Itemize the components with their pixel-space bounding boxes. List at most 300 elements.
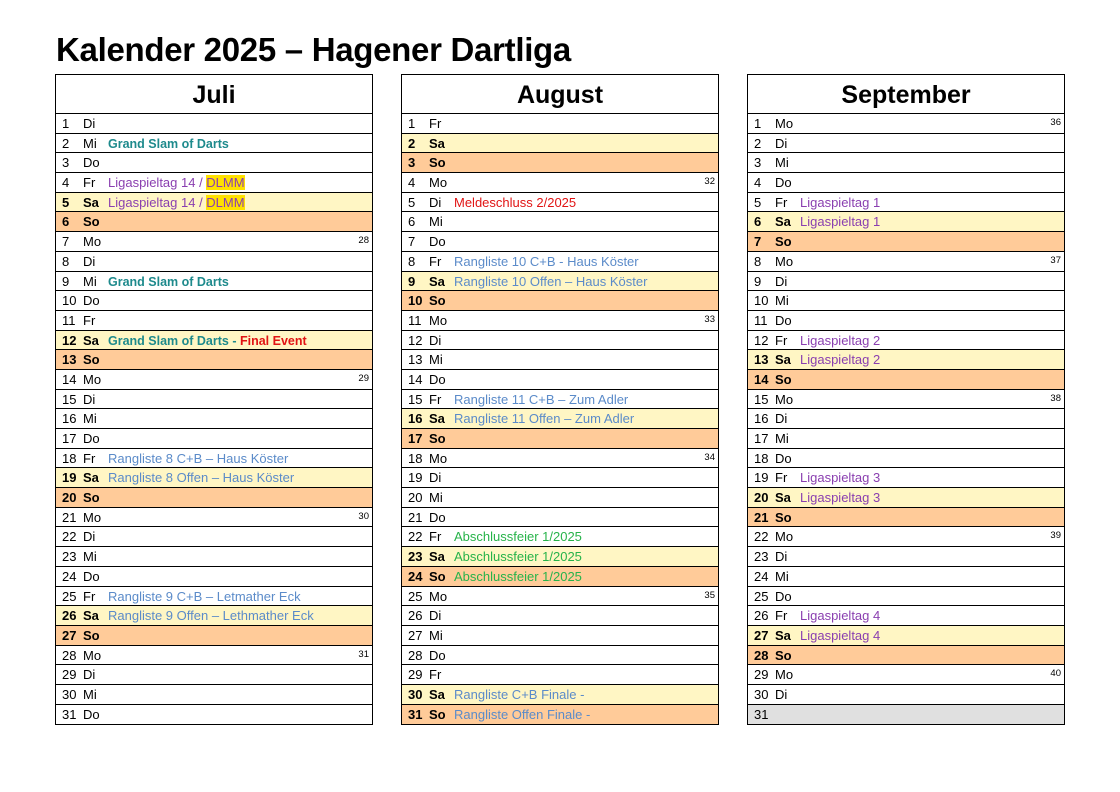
event-text: Abschlussfeier 1/2025 bbox=[454, 568, 582, 584]
day-weekday: Sa bbox=[429, 273, 445, 289]
day-weekday: Fr bbox=[83, 450, 96, 466]
day-weekday: Di bbox=[775, 686, 788, 702]
grand-slam-label bbox=[108, 273, 229, 292]
day-row bbox=[402, 646, 718, 666]
day-weekday: Mo bbox=[429, 175, 448, 191]
day-row bbox=[748, 587, 1064, 607]
day-number: 30 bbox=[408, 686, 423, 702]
event-label bbox=[454, 272, 647, 291]
day-row bbox=[56, 665, 372, 685]
day-number: 21 bbox=[62, 509, 77, 525]
event-text: Ligaspieltag 4 bbox=[800, 608, 881, 624]
day-number: 23 bbox=[754, 549, 769, 565]
day-row bbox=[402, 567, 718, 587]
day-weekday: Sa bbox=[775, 214, 791, 230]
day-row bbox=[56, 508, 372, 528]
day-weekday: Mi bbox=[83, 549, 97, 565]
event-label bbox=[800, 212, 880, 231]
day-number: 6 bbox=[62, 214, 70, 230]
day-number: 18 bbox=[754, 450, 769, 466]
day-weekday: Fr bbox=[429, 667, 442, 683]
day-number: 28 bbox=[62, 647, 77, 663]
event-label bbox=[454, 193, 576, 212]
day-number: 20 bbox=[62, 490, 77, 506]
event-label bbox=[108, 468, 294, 487]
day-number: 31 bbox=[408, 706, 423, 722]
day-row bbox=[56, 685, 372, 705]
day-number: 7 bbox=[62, 234, 70, 250]
day-number: 13 bbox=[754, 352, 769, 368]
event-label bbox=[454, 390, 628, 409]
event-text: Rangliste 11 Offen – Zum Adler bbox=[454, 411, 635, 427]
day-number: 21 bbox=[408, 509, 423, 525]
event-text: Rangliste Offen Finale - bbox=[454, 706, 591, 722]
event-label bbox=[454, 409, 634, 428]
day-row bbox=[56, 390, 372, 410]
day-row bbox=[402, 153, 718, 173]
event-text: Rangliste 10 C+B - Haus Köster bbox=[454, 253, 639, 269]
day-number: 11 bbox=[408, 312, 422, 328]
day-weekday: Di bbox=[83, 391, 96, 407]
day-number: 13 bbox=[62, 352, 77, 368]
day-weekday: Sa bbox=[775, 352, 791, 368]
day-weekday: Di bbox=[83, 529, 96, 545]
day-weekday: So bbox=[83, 627, 100, 643]
day-row bbox=[748, 705, 1064, 725]
day-weekday: Fr bbox=[429, 253, 442, 269]
day-row bbox=[56, 350, 372, 370]
day-weekday: So bbox=[429, 431, 446, 446]
day-number: 9 bbox=[408, 273, 416, 289]
day-row bbox=[748, 429, 1064, 449]
day-number: 23 bbox=[62, 549, 77, 565]
final-event-text: Final Event bbox=[239, 333, 307, 348]
day-number: 16 bbox=[62, 411, 77, 427]
day-row bbox=[748, 527, 1064, 547]
day-row bbox=[748, 665, 1064, 685]
day-weekday: Di bbox=[83, 116, 96, 131]
day-number: 15 bbox=[62, 391, 77, 407]
day-row bbox=[748, 468, 1064, 488]
event-label bbox=[800, 468, 880, 487]
day-weekday: So bbox=[429, 568, 446, 584]
day-number: 29 bbox=[408, 667, 423, 683]
day-row bbox=[748, 173, 1064, 193]
day-row bbox=[402, 527, 718, 547]
day-number: 7 bbox=[408, 234, 416, 250]
day-row bbox=[748, 252, 1064, 272]
day-number: 2 bbox=[62, 135, 70, 151]
day-number: 19 bbox=[408, 470, 423, 486]
event-text: Rangliste C+B Finale - bbox=[454, 686, 585, 702]
day-row bbox=[402, 272, 718, 292]
day-row bbox=[56, 626, 372, 646]
day-number: 10 bbox=[62, 293, 77, 309]
day-number: 22 bbox=[62, 529, 77, 545]
day-number: 8 bbox=[62, 253, 70, 269]
event-text: Ligaspieltag 1 bbox=[800, 194, 881, 210]
day-weekday: Di bbox=[775, 135, 788, 151]
day-weekday: Do bbox=[83, 706, 100, 722]
event-label bbox=[108, 193, 245, 212]
day-weekday: Mo bbox=[429, 450, 448, 466]
day-number: 5 bbox=[754, 194, 762, 210]
day-weekday: Di bbox=[429, 194, 442, 210]
day-row bbox=[748, 606, 1064, 626]
day-number: 14 bbox=[62, 371, 77, 387]
day-number: 28 bbox=[408, 647, 423, 663]
day-weekday: So bbox=[775, 234, 792, 250]
week-number: 38 bbox=[1050, 392, 1061, 404]
day-weekday: Sa bbox=[775, 490, 791, 506]
day-weekday: Di bbox=[83, 667, 96, 683]
day-number: 11 bbox=[754, 312, 768, 328]
week-number: 29 bbox=[358, 372, 369, 384]
day-row bbox=[748, 331, 1064, 351]
day-number: 2 bbox=[408, 135, 416, 151]
day-number: 24 bbox=[754, 568, 769, 584]
day-weekday: Sa bbox=[83, 332, 99, 348]
day-row bbox=[402, 685, 718, 705]
event-label bbox=[800, 626, 880, 645]
month-july bbox=[55, 74, 373, 725]
day-weekday: Mi bbox=[429, 352, 443, 368]
day-weekday: Sa bbox=[775, 627, 791, 643]
day-number: 6 bbox=[754, 214, 762, 230]
day-weekday: Di bbox=[775, 549, 788, 565]
day-number: 12 bbox=[754, 332, 769, 348]
day-row bbox=[748, 685, 1064, 705]
day-row bbox=[748, 193, 1064, 213]
day-weekday: Mo bbox=[775, 667, 794, 683]
day-number: 27 bbox=[62, 627, 77, 643]
day-row bbox=[748, 291, 1064, 311]
event-label bbox=[108, 587, 301, 606]
day-row bbox=[56, 153, 372, 173]
day-number: 29 bbox=[754, 667, 769, 683]
event-text: Ligaspieltag 14 / bbox=[108, 175, 207, 191]
dlmm-highlight: DLMM bbox=[206, 194, 245, 210]
day-row bbox=[56, 409, 372, 429]
event-text: Ligaspieltag 14 / bbox=[108, 194, 207, 210]
day-weekday: Mo bbox=[83, 647, 102, 663]
day-weekday: Mi bbox=[83, 686, 97, 702]
day-number: 19 bbox=[62, 470, 77, 486]
day-number: 4 bbox=[754, 175, 762, 191]
day-row bbox=[748, 311, 1064, 331]
day-number: 14 bbox=[754, 371, 769, 387]
event-label bbox=[108, 606, 314, 625]
grand-slam-label bbox=[108, 332, 307, 351]
week-number: 33 bbox=[704, 313, 715, 325]
day-weekday: Mi bbox=[429, 627, 443, 643]
day-weekday: Di bbox=[429, 608, 442, 624]
day-row bbox=[748, 626, 1064, 646]
day-number: 15 bbox=[408, 391, 423, 407]
day-row bbox=[402, 291, 718, 311]
day-row bbox=[56, 291, 372, 311]
day-number: 27 bbox=[754, 627, 769, 643]
day-row bbox=[402, 449, 718, 469]
day-number: 3 bbox=[408, 155, 416, 171]
event-label bbox=[800, 350, 880, 369]
day-number: 11 bbox=[62, 312, 76, 328]
day-number: 16 bbox=[754, 411, 769, 427]
event-text: Abschlussfeier 1/2025 bbox=[454, 529, 582, 545]
day-weekday: Di bbox=[83, 253, 96, 269]
grand-slam-separator: - bbox=[228, 333, 240, 348]
event-label bbox=[454, 567, 582, 586]
day-row bbox=[402, 488, 718, 508]
day-weekday: Do bbox=[83, 431, 100, 446]
event-label bbox=[800, 193, 880, 212]
day-number: 12 bbox=[62, 332, 77, 348]
day-row bbox=[402, 705, 718, 725]
day-weekday: Do bbox=[83, 155, 100, 171]
day-weekday: Fr bbox=[775, 470, 788, 486]
day-number: 3 bbox=[754, 155, 762, 171]
day-number: 16 bbox=[408, 411, 423, 427]
week-number: 39 bbox=[1050, 530, 1061, 542]
day-number: 26 bbox=[754, 608, 769, 624]
day-weekday: Mi bbox=[775, 568, 789, 584]
day-row bbox=[402, 547, 718, 567]
day-weekday: Do bbox=[775, 312, 792, 328]
week-number: 31 bbox=[358, 648, 369, 660]
week-number: 40 bbox=[1050, 668, 1061, 680]
day-number: 25 bbox=[62, 588, 77, 604]
day-weekday: Mi bbox=[775, 155, 789, 171]
day-row bbox=[748, 567, 1064, 587]
day-row bbox=[748, 350, 1064, 370]
day-number: 30 bbox=[754, 686, 769, 702]
day-number: 19 bbox=[754, 470, 769, 486]
day-weekday: Do bbox=[83, 568, 100, 584]
day-number: 8 bbox=[408, 253, 416, 269]
day-number: 25 bbox=[408, 588, 423, 604]
day-weekday: Fr bbox=[83, 175, 96, 191]
day-row bbox=[56, 232, 372, 252]
week-number: 32 bbox=[704, 176, 715, 188]
day-row bbox=[402, 508, 718, 528]
day-row bbox=[56, 567, 372, 587]
day-number: 13 bbox=[408, 352, 423, 368]
event-label bbox=[454, 547, 582, 566]
day-row bbox=[748, 488, 1064, 508]
day-row bbox=[56, 468, 372, 488]
day-number: 12 bbox=[408, 332, 423, 348]
day-weekday: Fr bbox=[429, 391, 442, 407]
day-number: 28 bbox=[754, 647, 769, 663]
day-weekday: Mi bbox=[83, 411, 97, 427]
day-number: 25 bbox=[754, 588, 769, 604]
day-row bbox=[56, 193, 372, 213]
day-weekday: Do bbox=[775, 175, 792, 191]
day-number: 9 bbox=[62, 273, 70, 289]
event-label bbox=[454, 527, 582, 546]
day-number: 22 bbox=[408, 529, 423, 545]
day-weekday: So bbox=[775, 509, 792, 525]
month-header: September bbox=[748, 75, 1064, 114]
day-row bbox=[402, 370, 718, 390]
day-number: 29 bbox=[62, 667, 77, 683]
day-row bbox=[402, 665, 718, 685]
day-weekday: Mo bbox=[429, 588, 448, 604]
day-weekday: Do bbox=[775, 450, 792, 466]
event-text: Rangliste 9 C+B – Letmather Eck bbox=[108, 588, 301, 604]
day-row bbox=[56, 114, 372, 134]
day-weekday: Sa bbox=[429, 686, 445, 702]
day-weekday: Do bbox=[775, 588, 792, 604]
month-header: Juli bbox=[56, 75, 372, 114]
day-number: 1 bbox=[62, 116, 70, 131]
day-weekday: Mi bbox=[429, 490, 443, 506]
event-text: Rangliste 10 Offen – Haus Köster bbox=[454, 273, 648, 289]
day-number: 6 bbox=[408, 214, 416, 230]
day-weekday: So bbox=[775, 371, 792, 387]
week-number: 34 bbox=[704, 451, 715, 463]
day-weekday: Fr bbox=[429, 529, 442, 545]
day-row bbox=[402, 173, 718, 193]
event-text: Rangliste 8 Offen – Haus Köster bbox=[108, 470, 295, 486]
event-text: Abschlussfeier 1/2025 bbox=[454, 549, 582, 565]
event-label bbox=[108, 173, 245, 192]
event-label bbox=[454, 685, 584, 704]
day-weekday: So bbox=[429, 293, 446, 309]
event-text: Rangliste 11 C+B – Zum Adler bbox=[454, 391, 629, 407]
event-label bbox=[454, 252, 639, 271]
day-number: 10 bbox=[408, 293, 423, 309]
day-row bbox=[748, 212, 1064, 232]
day-weekday: Fr bbox=[83, 588, 96, 604]
day-weekday: Mo bbox=[775, 529, 794, 545]
day-weekday: So bbox=[775, 647, 792, 663]
month-september bbox=[747, 74, 1065, 725]
day-weekday: Mo bbox=[429, 312, 448, 328]
day-row bbox=[402, 587, 718, 607]
grand-slam-text: Grand Slam of Darts bbox=[108, 333, 229, 348]
day-weekday: Do bbox=[429, 509, 446, 525]
event-label bbox=[800, 331, 880, 350]
day-weekday: Fr bbox=[429, 116, 442, 131]
day-row bbox=[402, 134, 718, 154]
month-days bbox=[402, 114, 718, 724]
day-row bbox=[56, 527, 372, 547]
day-weekday: Do bbox=[429, 371, 446, 387]
day-row bbox=[748, 646, 1064, 666]
week-number: 35 bbox=[704, 589, 715, 601]
day-row bbox=[56, 547, 372, 567]
day-weekday: Fr bbox=[775, 608, 788, 624]
day-weekday: Fr bbox=[775, 332, 788, 348]
day-weekday: So bbox=[83, 490, 100, 506]
month-header: August bbox=[402, 75, 718, 114]
day-row bbox=[402, 114, 718, 134]
day-row bbox=[748, 449, 1064, 469]
day-row bbox=[56, 488, 372, 508]
day-row bbox=[748, 134, 1064, 154]
day-weekday: Sa bbox=[429, 135, 445, 151]
week-number: 30 bbox=[358, 510, 369, 522]
day-weekday: Sa bbox=[429, 411, 445, 427]
day-number: 3 bbox=[62, 155, 70, 171]
day-weekday: So bbox=[83, 214, 100, 230]
event-text: Ligaspieltag 2 bbox=[800, 332, 881, 348]
day-row bbox=[748, 508, 1064, 528]
day-number: 17 bbox=[62, 431, 77, 446]
day-row bbox=[748, 547, 1064, 567]
day-row bbox=[402, 252, 718, 272]
event-label bbox=[108, 449, 288, 468]
day-number: 17 bbox=[754, 431, 769, 446]
day-weekday: Sa bbox=[83, 470, 99, 486]
day-weekday: Mo bbox=[83, 371, 102, 387]
day-number: 20 bbox=[754, 490, 769, 506]
day-number: 20 bbox=[408, 490, 423, 506]
day-weekday: Sa bbox=[83, 608, 99, 624]
day-number: 26 bbox=[62, 608, 77, 624]
day-row bbox=[56, 370, 372, 390]
day-weekday: Do bbox=[429, 647, 446, 663]
day-row bbox=[748, 232, 1064, 252]
day-row bbox=[748, 114, 1064, 134]
event-label bbox=[800, 488, 880, 507]
day-number: 24 bbox=[62, 568, 77, 584]
day-weekday: Mi bbox=[83, 135, 97, 151]
day-weekday: Fr bbox=[83, 312, 96, 328]
day-number: 8 bbox=[754, 253, 762, 269]
event-text: Rangliste 8 C+B – Haus Köster bbox=[108, 450, 289, 466]
event-text: Meldeschluss 2/2025 bbox=[454, 194, 577, 210]
day-weekday: Mi bbox=[83, 273, 97, 289]
day-number: 24 bbox=[408, 568, 423, 584]
day-weekday: Sa bbox=[429, 549, 445, 565]
day-weekday: Mo bbox=[775, 253, 794, 269]
day-row bbox=[56, 134, 372, 154]
day-weekday: Fr bbox=[775, 194, 788, 210]
day-row bbox=[748, 390, 1064, 410]
day-row bbox=[56, 606, 372, 626]
day-row bbox=[402, 409, 718, 429]
day-row bbox=[56, 212, 372, 232]
day-row bbox=[56, 705, 372, 725]
day-number: 18 bbox=[408, 450, 423, 466]
day-number: 31 bbox=[62, 706, 77, 722]
day-row bbox=[402, 429, 718, 449]
day-number: 30 bbox=[62, 686, 77, 702]
day-number: 5 bbox=[408, 194, 416, 210]
day-weekday: Do bbox=[83, 293, 100, 309]
day-row bbox=[748, 153, 1064, 173]
day-number: 4 bbox=[62, 175, 70, 191]
event-text: Ligaspieltag 3 bbox=[800, 470, 881, 486]
grand-slam-text: Grand Slam of Darts bbox=[108, 274, 229, 289]
day-number: 14 bbox=[408, 371, 423, 387]
month-august bbox=[401, 74, 719, 725]
event-text: Ligaspieltag 4 bbox=[800, 627, 881, 643]
day-weekday: Mi bbox=[775, 293, 789, 309]
day-number: 17 bbox=[408, 431, 423, 446]
day-row bbox=[402, 193, 718, 213]
event-label bbox=[454, 705, 590, 724]
page-title: Kalender 2025 – Hagener Dartliga bbox=[56, 31, 571, 68]
day-number: 18 bbox=[62, 450, 77, 466]
day-weekday: Di bbox=[429, 332, 442, 348]
day-row bbox=[402, 212, 718, 232]
day-weekday: Di bbox=[429, 470, 442, 486]
day-number: 7 bbox=[754, 234, 762, 250]
day-row bbox=[56, 272, 372, 292]
